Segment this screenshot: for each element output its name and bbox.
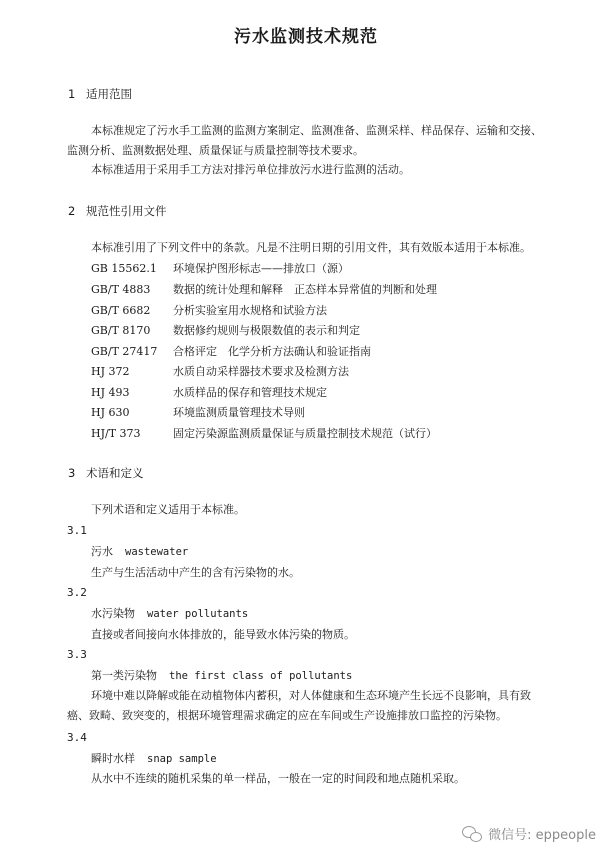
reference-item <box>91 345 371 359</box>
term-number: 3.1 <box>67 524 87 537</box>
reference-title: 分析实验室用水规格和试验方法 <box>173 304 327 317</box>
section-1-para-1-line-1: 本标准规定了污水手工监测的监测方案制定、监测准备、监测采样、样品保存、运输和交接、 <box>91 124 542 137</box>
section-title: 适用范围 <box>86 87 132 101</box>
reference-title: 固定污染源监测质量保证与质量控制技术规范（试行） <box>173 427 437 440</box>
section-1-para-1-line-2: 监测分析、监测数据处理、质量保证与质量控制等技术要求。 <box>67 144 364 157</box>
reference-title: 数据的统计处理和解释 正态样本异常值的判断和处理 <box>173 283 437 296</box>
term-chinese: 第一类污染物 <box>91 669 157 682</box>
reference-code: HJ/T 373 <box>91 427 141 440</box>
reference-title: 数据修约规则与极限数值的表示和判定 <box>173 324 360 337</box>
term-english: the first class of pollutants <box>169 670 353 682</box>
reference-item <box>91 262 349 276</box>
term-chinese: 污水 <box>91 545 113 558</box>
section-number: 1 <box>68 87 76 101</box>
reference-code: GB 15562.1 <box>91 262 157 275</box>
term-name <box>91 545 188 559</box>
section-1-para-2: 本标准适用于采用手工方法对排污单位排放污水进行监测的活动。 <box>91 163 410 176</box>
reference-code: GB/T 8170 <box>91 324 151 337</box>
term-chinese: 水污染物 <box>91 607 135 620</box>
reference-item <box>91 283 437 297</box>
reference-item <box>91 406 305 420</box>
reference-title: 合格评定 化学分析方法确认和验证指南 <box>173 345 371 358</box>
section-3-intro: 下列术语和定义适用于本标准。 <box>91 503 245 516</box>
reference-code: GB/T 27417 <box>91 345 158 358</box>
reference-item <box>91 304 327 318</box>
term-definition: 直接或者间接向水体排放的，能导致水体污染的物质。 <box>91 628 355 641</box>
reference-item <box>91 386 327 400</box>
term-definition: 从水中不连续的随机采集的单一样品，一般在一定的时间段和地点随机采取。 <box>91 772 465 785</box>
wechat-watermark <box>462 824 596 843</box>
reference-code: HJ 493 <box>91 386 130 399</box>
section-number: 2 <box>68 204 76 218</box>
term-definition: 环境中难以降解或能在动植物体内蓄积，对人体健康和生态环境产生长远不良影响，具有致 <box>91 689 531 702</box>
reference-code: HJ 630 <box>91 406 130 419</box>
term-chinese: 瞬时水样 <box>91 752 135 765</box>
reference-title: 水质样品的保存和管理技术规定 <box>173 386 327 399</box>
reference-title: 水质自动采样器技术要求及检测方法 <box>173 365 349 378</box>
term-number: 3.4 <box>67 731 87 744</box>
term-definition: 生产与生活活动中产生的含有污染物的水。 <box>91 566 300 579</box>
reference-item <box>91 324 360 338</box>
section-3-heading <box>68 466 144 480</box>
section-title: 规范性引用文件 <box>86 204 167 218</box>
section-number: 3 <box>68 466 76 480</box>
reference-code: GB/T 4883 <box>91 283 151 296</box>
reference-code: HJ 372 <box>91 365 130 378</box>
watermark-text: 微信号: eppeople <box>488 828 596 843</box>
term-name <box>91 669 352 683</box>
term-english: wastewater <box>125 546 189 558</box>
section-title: 术语和定义 <box>86 466 144 480</box>
term-definition-continued: 癌、致畸、致突变的，根据环境管理需求确定的应在车间或生产设施排放口监控的污染物。 <box>67 709 507 722</box>
section-2-heading <box>68 204 167 218</box>
term-name <box>91 607 248 621</box>
reference-item <box>91 427 437 441</box>
section-1-heading <box>68 87 132 101</box>
term-number: 3.3 <box>67 648 87 661</box>
reference-code: GB/T 6682 <box>91 304 151 317</box>
term-number: 3.2 <box>67 586 87 599</box>
section-2-intro: 本标准引用了下列文件中的条款。凡是不注明日期的引用文件，其有效版本适用于本标准。 <box>91 241 531 254</box>
reference-title: 环境监测质量管理技术导则 <box>173 406 305 419</box>
term-name <box>91 752 217 766</box>
term-english: water pollutants <box>147 608 249 620</box>
reference-item <box>91 365 349 379</box>
wechat-icon <box>462 826 482 842</box>
term-english: snap sample <box>147 753 217 765</box>
document-title: 污水监测技术规范 <box>234 27 378 47</box>
reference-title: 环境保护图形标志——排放口（源） <box>173 262 349 275</box>
